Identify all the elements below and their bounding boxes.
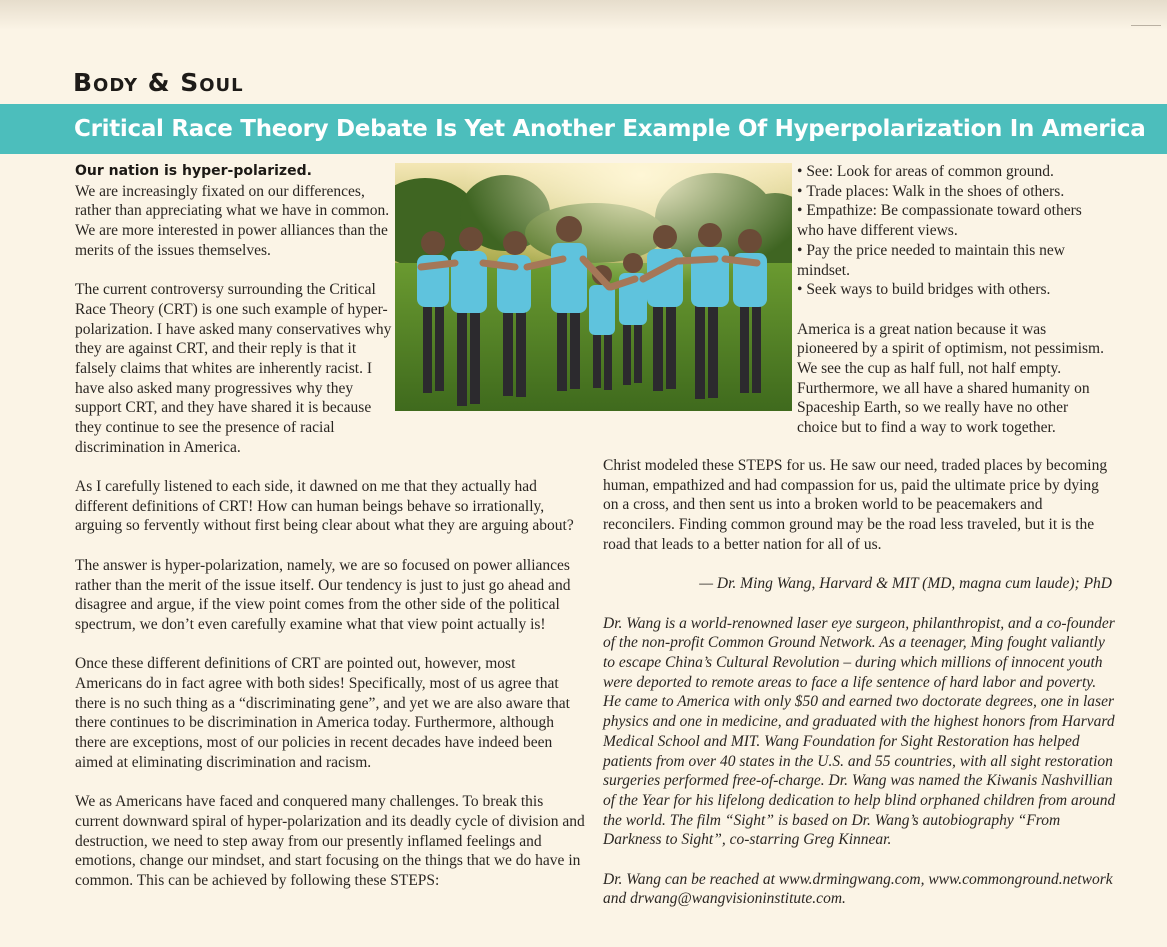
article-lede: Our nation is hyper-polarized. xyxy=(75,163,312,179)
paragraph-2: The current controversy surrounding the Critical Race Theory (CRT) is one such example of hyper-polarization. I have asked many conservatives why they are against CRT, and their reply is that it falsely claims that whites are inherently racist. I have also asked many progressives why they support CRT, and they have shared it is because they continue to see the presence of racial discrimination in America. xyxy=(75,281,392,456)
list-item: • See: Look for areas of common ground. xyxy=(797,162,1107,182)
paragraph-3: As I carefully listened to each side, it dawned on me that they actually had different definitions of CRT! How can human beings behave so irrationally, arguing so fervently without first being clear about what they are arguing about? xyxy=(75,478,574,535)
page-top-shadow xyxy=(0,0,1167,30)
article-headline: Critical Race Theory Debate Is Yet Another Example Of Hyperpolarization In America xyxy=(74,116,1146,142)
author-signature: — Dr. Ming Wang, Harvard & MIT (MD, magna cum laude); PhD xyxy=(699,575,1112,593)
corner-rule xyxy=(1131,25,1161,26)
paragraph-1: We are increasingly fixated on our differences, rather than appreciating what we have in common. We are more interested in power alliances than the merits of the issues themselves. xyxy=(75,182,390,259)
steps-list xyxy=(797,162,1107,300)
list-item: • Trade places: Walk in the shoes of others. xyxy=(797,182,1107,202)
paragraph-8: Christ modeled these STEPS for us. He saw our need, traded places by becoming human, empathized and had compassion for us, paid the ultimate price by dying on a cross, and then sent us into a broken world to be peacemakers and reconcilers. Finding common ground may be the road less traveled, but it is the road that leads to a better nation for all of us. xyxy=(603,457,1108,553)
paragraph-4: The answer is hyper-polarization, namely, we are so focused on power alliances rather than the merit of the issue itself. Our tendency is just to just go ahead and disagree and argue, if the view point comes from the other side of the political spectrum, we don’t even carefully examine what that view point actually is! xyxy=(75,556,571,633)
author-bio: Dr. Wang is a world-renowned laser eye surgeon, philanthropist, and a co-founder of the non-profit Common Ground Network. As a teenager, Ming fought valiantly to escape China’s Cultural Revolution – during which millions of innocent youth were deported to remote areas to face a life sentence of hard labor and poverty. He came to America with only $50 and earned two doctorate degrees, one in laser physics and one in medicine, and graduated with the highest honors from Harvard Medical School and MIT. Wang Foundation for Sight Restoration has helped patients from over 40 states in the U.S. and 55 countries, with all sight restoration surgeries performed free-of-charge. Dr. Wang was named the Kiwanis Nashvillian of the Year for his lifelong dedication to help blind orphaned children from around the world. The film “Sight” is based on Dr. Wang’s autobiography “From Darkness to Sight”, co-starring Greg Kinnear. xyxy=(603,614,1116,849)
group-photo-illustration xyxy=(395,163,792,411)
author-contact: Dr. Wang can be reached at www.drmingwang.com, www.commonground.network and drwang@wangvisioninstitute.com. xyxy=(603,870,1113,908)
column-right-bottom xyxy=(603,456,1118,929)
paragraph-6: We as Americans have faced and conquered many challenges. To break this current downward spiral of hyper-polarization and its deadly cycle of division and destruction, we need to step away from our presently inflamed feelings and emotions, change our mindset, and start focusing on the things that we do have in common. This can be achieved by following these STEPS: xyxy=(75,793,585,890)
list-item: • Pay the price needed to maintain this new mindset. xyxy=(797,241,1107,280)
group-photo xyxy=(395,163,792,411)
column-right-top xyxy=(797,162,1107,458)
paragraph-7: America is a great nation because it was pioneered by a spirit of optimism, not pessimism. We see the cup as half full, not half empty. Furthermore, we all have a shared humanity on Spaceship Earth, so we really have no other choice but to find a way to work together. xyxy=(797,320,1104,437)
list-item: • Empathize: Be compassionate toward others who have different views. xyxy=(797,201,1107,240)
list-item: • Seek ways to build bridges with others. xyxy=(797,280,1107,300)
paragraph-5: Once these different definitions of CRT are pointed out, however, most Americans do in fact agree with both sides! Specifically, most of us agree that there is no such thing as a “discriminating gene”, and yet we are also aware that there continues to be discrimination in America today. Furthermore, although there are exceptions, most of our policies in recent decades have indeed been aimed at eliminating discrimination and racism. xyxy=(75,655,570,771)
column-left-top xyxy=(75,162,393,477)
column-left-bottom xyxy=(75,477,585,910)
section-label: Body & Soul xyxy=(73,68,244,97)
